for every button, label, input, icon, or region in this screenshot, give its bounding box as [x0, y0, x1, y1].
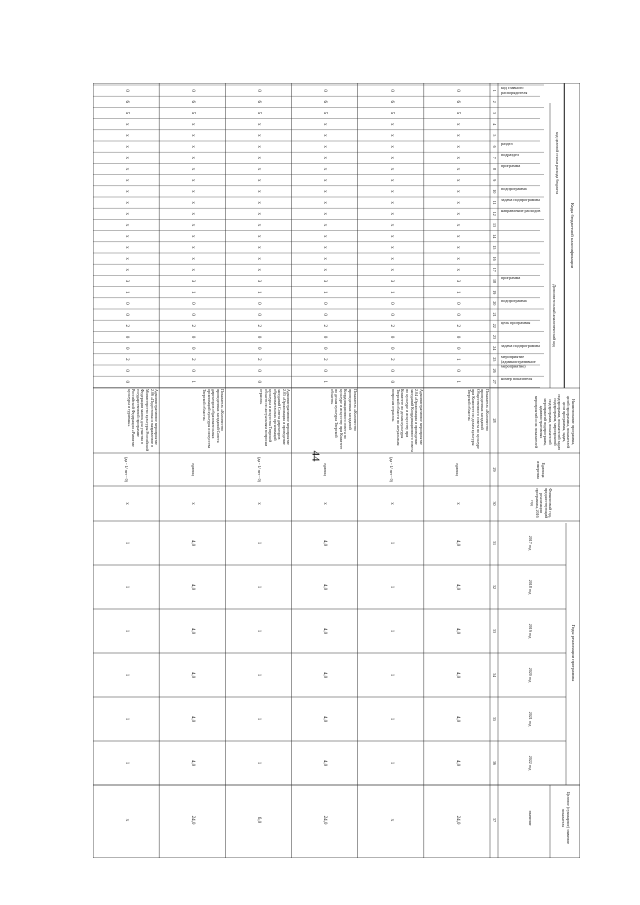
code-cell: 1 — [454, 358, 460, 361]
year-column-header: 2017 год — [528, 535, 534, 551]
year-value-cell: 1 — [123, 761, 129, 765]
unit-cell: единиц — [322, 463, 328, 476]
year-value-cell: 1 — [123, 629, 129, 633]
code-cell: х — [454, 212, 460, 216]
column-number: 8 — [492, 167, 498, 170]
unit-cell: (да - 1/ нет - 0) — [389, 457, 395, 482]
code-cell: 2 — [256, 324, 262, 328]
unit-cell: (да - 1/ нет - 0) — [256, 457, 262, 482]
code-cell: 6 — [123, 100, 129, 104]
code-cell: х — [388, 212, 394, 216]
code-column-header: номер показателя — [501, 376, 533, 382]
code-cell: х — [322, 212, 328, 216]
year-value-cell: 1 — [123, 541, 129, 545]
column-number: 32 — [492, 585, 498, 589]
code-cell: 0 — [256, 89, 262, 92]
year-value-cell: 1 — [388, 629, 394, 633]
years-header: Годы реализации программы — [570, 624, 576, 682]
code-cell: х — [123, 145, 129, 148]
code-cell: х — [123, 201, 129, 204]
year-value-cell: 4,0 — [190, 627, 196, 635]
code-cell: х — [388, 201, 394, 204]
code-cell: 0 — [322, 313, 328, 316]
code-cell: 2 — [454, 324, 460, 328]
column-number: 31 — [492, 541, 498, 545]
code-cell: 0 — [123, 302, 129, 305]
code-cell: х — [256, 145, 262, 148]
column-number: 11 — [492, 200, 498, 205]
code-cell: 2 — [256, 358, 262, 361]
year-column-header: 2021 год — [528, 711, 534, 727]
code-cell: 0 — [322, 369, 328, 372]
year-value-cell: 4,0 — [322, 671, 328, 679]
base-year-cell: х — [322, 502, 328, 505]
year-value-cell: 4,0 — [454, 539, 460, 547]
code-cell: 5 — [388, 111, 394, 115]
code-cell: х — [256, 190, 262, 193]
code-cell: х — [256, 212, 262, 216]
code-cell: х — [123, 167, 129, 171]
code-cell: х — [454, 246, 460, 249]
code-cell: х — [190, 212, 196, 216]
base-year-cell: х — [123, 502, 129, 505]
code-cell: х — [388, 167, 394, 171]
code-cell: 6 — [256, 100, 262, 104]
column-number: 1 — [492, 89, 498, 92]
code-cell: 0 — [123, 335, 129, 339]
base-year-cell: х — [256, 502, 262, 505]
column-number: 21 — [492, 312, 498, 317]
code-cell: х — [123, 257, 129, 260]
indicator-name: Показатель «Количество проведенных заседаний Координационного совета по культуре и искусству при Комитете по делам культуры Тверской области» — [329, 389, 358, 450]
code-cell: х — [190, 145, 196, 148]
code-cell: 2 — [388, 358, 394, 361]
column-number: 26 — [492, 368, 498, 373]
column-number: 29 — [492, 467, 498, 472]
code-cell: 0 — [388, 302, 394, 305]
code-column-header: код главного распорядителя — [501, 85, 528, 95]
code-cell: х — [256, 246, 262, 249]
codes-header: Коды бюджетной классификации — [564, 83, 580, 388]
code-cell: х — [256, 201, 262, 204]
year-column-header: 2020 год — [528, 667, 534, 683]
code-cell: х — [454, 145, 460, 148]
code-cell: 6 — [190, 100, 196, 104]
code-cell: х — [322, 167, 328, 171]
code-cell: х — [322, 268, 328, 272]
code-column-header: цель программы — [501, 320, 531, 326]
year-value-cell: 4,0 — [190, 715, 196, 723]
code-cell: 5 — [454, 111, 460, 115]
code-cell: х — [322, 246, 328, 249]
code-cell: 0 — [123, 380, 129, 384]
code-cell: 0 — [454, 369, 460, 372]
code-cell: 0 — [190, 302, 196, 305]
year-value-cell: 4,0 — [322, 715, 328, 723]
additional-code-header: Дополнительный аналитический код — [552, 284, 558, 347]
year-value-cell: 4,0 — [454, 627, 460, 635]
code-cell: 0 — [454, 346, 460, 350]
code-cell: 0 — [322, 335, 328, 339]
code-cell: 2 — [123, 324, 129, 328]
code-cell: 5 — [256, 111, 262, 115]
code-cell: 5 — [190, 111, 196, 115]
code-cell: х — [256, 156, 262, 160]
code-cell: х — [322, 201, 328, 204]
column-number: 36 — [492, 761, 498, 765]
final-value-subheader: значение — [528, 810, 534, 826]
year-value-cell: 4,0 — [454, 671, 460, 679]
base-year-cell: х — [454, 502, 460, 505]
column-number: 12 — [492, 211, 498, 216]
code-cell: х — [454, 134, 460, 137]
code-cell: 0 — [388, 313, 394, 316]
year-value-cell: 4,0 — [322, 759, 328, 767]
column-number: 18 — [492, 278, 498, 283]
code-cell: х — [388, 190, 394, 193]
final-value-cell: 6,0 — [256, 816, 262, 824]
code-column-header: задача подпрограммы — [501, 342, 540, 348]
code-cell: х — [190, 268, 196, 272]
code-cell: 0 — [190, 346, 196, 350]
code-cell: х — [190, 178, 196, 182]
year-value-cell: 1 — [256, 673, 262, 677]
code-cell: 3 — [454, 279, 460, 283]
year-value-cell: 1 — [123, 673, 129, 677]
code-cell: х — [123, 122, 129, 126]
code-cell: 0 — [190, 313, 196, 316]
code-cell: х — [190, 190, 196, 193]
code-cell: х — [322, 122, 328, 126]
year-value-cell: 1 — [256, 717, 262, 721]
code-cell: х — [388, 156, 394, 160]
code-cell: х — [388, 268, 394, 272]
code-cell: 0 — [454, 313, 460, 316]
code-cell: 0 — [454, 89, 460, 92]
code-cell: 0 — [388, 89, 394, 92]
final-value-cell: 24,0 — [454, 815, 460, 825]
year-value-cell: 4,0 — [454, 583, 460, 591]
code-cell: х — [454, 201, 460, 204]
final-value-cell: х — [123, 818, 129, 822]
code-cell: х — [123, 212, 129, 216]
code-cell: х — [123, 268, 129, 272]
column-number: 7 — [492, 156, 498, 159]
code-cell: 0 — [388, 335, 394, 339]
code-cell: 2 — [388, 324, 394, 328]
code-cell: х — [190, 246, 196, 249]
column-number: 19 — [492, 290, 498, 295]
column-number: 16 — [492, 256, 498, 261]
code-cell: 2 — [190, 358, 196, 361]
code-column-header: подпрограмма — [501, 185, 527, 191]
code-cell: х — [190, 156, 196, 160]
code-cell: х — [123, 234, 129, 238]
column-number: 10 — [492, 189, 498, 194]
column-number: 37 — [492, 818, 498, 822]
code-cell: х — [322, 156, 328, 160]
page-number: 44 — [309, 450, 322, 462]
year-value-cell: 1 — [123, 717, 129, 721]
indicator-name: Административное мероприятие 2.04 «Организация и проведение заседаний Координационного совета по культуре и искусству при Комитете по делам культуры Тверской области по актуальным вопросам отрасли» — [391, 389, 424, 452]
code-cell: х — [388, 257, 394, 260]
code-cell: х — [256, 122, 262, 126]
code-cell: х — [190, 234, 196, 238]
column-number: 2 — [492, 100, 498, 103]
column-number: 15 — [492, 245, 498, 250]
code-cell: 0 — [388, 346, 394, 350]
code-cell: 0 — [322, 302, 328, 305]
code-cell: 0 — [388, 369, 394, 372]
code-cell: 3 — [256, 279, 262, 283]
code-cell: х — [256, 234, 262, 238]
code-cell: 3 — [123, 279, 129, 283]
code-cell: х — [454, 234, 460, 238]
year-value-cell: 4,0 — [190, 759, 196, 767]
code-cell: 1 — [190, 380, 196, 384]
code-cell: х — [454, 178, 460, 182]
year-column-header: 2022 год — [528, 755, 534, 771]
column-number: 22 — [492, 323, 498, 328]
code-cell: х — [322, 190, 328, 193]
unit-column-header: Единица измерения — [536, 461, 546, 479]
column-number: 27 — [492, 379, 498, 384]
indicator-name: Показатель «Количество проведенных заседаний Общественного совета по культуре при Комитете по делам культуры Тверской области» — [466, 389, 490, 449]
column-number: 25 — [492, 357, 498, 362]
code-cell: х — [256, 268, 262, 272]
unit-cell: единиц — [455, 463, 461, 476]
code-cell: 0 — [322, 346, 328, 350]
code-cell: 1 — [322, 380, 328, 384]
code-cell: х — [322, 134, 328, 137]
code-cell: 0 — [388, 380, 394, 384]
code-cell: х — [190, 122, 196, 126]
indicator-name: Административное мероприятие 2.05 «Организация и проведение заседаний Совета директоров образовательных организаций культуры и искусства Тверской области по актуальным вопросам отрасли» — [258, 389, 292, 447]
code-cell: х — [322, 257, 328, 260]
code-cell: х — [454, 167, 460, 171]
code-cell: 0 — [256, 380, 262, 384]
code-column-header: задача подпрограммы — [501, 197, 540, 202]
code-cell: 0 — [454, 302, 460, 305]
code-cell: х — [454, 223, 460, 227]
code-cell: 6 — [454, 100, 460, 104]
year-value-cell: 4,0 — [454, 715, 460, 723]
code-column-header: мероприятие (административное мероприятие) — [501, 353, 536, 369]
base-year-cell: х — [388, 502, 394, 505]
code-cell: 0 — [454, 335, 460, 339]
code-cell: х — [454, 257, 460, 260]
code-column-header: подраздел — [501, 152, 519, 158]
code-cell: 6 — [322, 100, 328, 104]
column-number: 33 — [492, 629, 498, 633]
code-cell: х — [388, 223, 394, 227]
column-number: 24 — [492, 346, 498, 351]
code-cell: х — [123, 178, 129, 182]
code-cell: х — [454, 156, 460, 160]
indicator-name: Административное мероприятие 2.06 «Подготовка и направление в Министерство культуры Российской Федерации заявок для участия в государственной программе Российской Федерации «Развитие культуры и туризма»» — [126, 389, 160, 452]
code-cell: х — [322, 234, 328, 238]
code-cell: 2 — [322, 358, 328, 361]
code-cell: х — [388, 122, 394, 126]
code-cell: 0 — [123, 369, 129, 372]
code-cell: 0 — [256, 313, 262, 316]
year-value-cell: 1 — [388, 761, 394, 765]
unit-cell: (да - 1/ нет - 0) — [124, 457, 130, 482]
code-column-header: раздел — [501, 141, 513, 146]
column-number: 34 — [492, 673, 498, 677]
code-cell: 0 — [123, 346, 129, 350]
table-content — [93, 83, 580, 858]
code-cell: х — [190, 257, 196, 260]
code-cell: 5 — [322, 111, 328, 115]
year-column-header: 2018 год — [528, 579, 534, 595]
code-cell: х — [123, 223, 129, 227]
column-number: 3 — [492, 111, 498, 114]
code-cell: х — [322, 178, 328, 182]
code-cell: 0 — [190, 335, 196, 339]
name-column-header: Наименование программы, целей программы, показателей цели программы, задач, подпрограмм, показателей задач подпрограмм, мероприятий подпрограмм, показателей мероприятий подпрограмм, административных мероприятий и их показателей — [534, 394, 576, 450]
code-cell: х — [123, 246, 129, 249]
column-number: 6 — [492, 145, 498, 148]
code-cell: 3 — [388, 279, 394, 283]
code-cell: 0 — [256, 369, 262, 372]
code-cell: 0 — [256, 346, 262, 350]
column-number: 5 — [492, 134, 498, 137]
year-value-cell: 4,0 — [190, 583, 196, 591]
code-cell: х — [190, 134, 196, 137]
code-cell: 0 — [123, 89, 129, 92]
code-cell: х — [388, 145, 394, 148]
unit-cell: единиц — [190, 463, 196, 476]
target-article-header: код целевой статьи расхода бюджета — [555, 131, 561, 195]
column-number: 23 — [492, 334, 498, 339]
final-value-cell: 24,0 — [190, 815, 196, 825]
code-cell: х — [123, 190, 129, 193]
year-value-cell: 4,0 — [454, 759, 460, 767]
code-column-header: программа — [501, 275, 521, 281]
year-value-cell: 1 — [256, 541, 262, 545]
code-cell: 1 — [190, 290, 196, 294]
year-value-cell: 4,0 — [322, 583, 328, 591]
code-cell: х — [322, 223, 328, 227]
indicator-name: Показатель «Количество проведенных заседаний Совета директоров образовательных организаций культуры и искусства Тверской области» — [201, 389, 226, 449]
code-cell: х — [123, 156, 129, 160]
code-cell: х — [256, 134, 262, 137]
code-cell: х — [388, 234, 394, 238]
code-cell: х — [256, 167, 262, 171]
code-cell: х — [123, 134, 129, 137]
code-column-header: программа — [501, 163, 521, 169]
code-cell: х — [454, 268, 460, 272]
year-value-cell: 1 — [256, 629, 262, 633]
code-cell: х — [388, 134, 394, 137]
code-cell: х — [190, 223, 196, 227]
final-value-header: Целевое (суммарное) значение показателя — [561, 791, 571, 845]
code-cell: 6 — [388, 100, 394, 104]
code-cell: 1 — [123, 290, 129, 294]
code-cell: 0 — [322, 89, 328, 92]
code-cell: х — [256, 223, 262, 227]
column-number: 9 — [492, 179, 498, 182]
base-year-column-header: Финансовый год, предшествующий реализации программы, 2016 год — [530, 488, 554, 518]
code-cell: 3 — [322, 279, 328, 283]
code-cell: 1 — [388, 290, 394, 294]
code-cell: х — [388, 178, 394, 182]
column-number: 4 — [492, 123, 498, 126]
code-cell: 5 — [123, 111, 129, 115]
column-number: 14 — [492, 234, 498, 239]
year-value-cell: 1 — [388, 673, 394, 677]
code-cell: х — [454, 190, 460, 193]
code-cell: х — [322, 145, 328, 148]
code-cell: 1 — [256, 290, 262, 294]
code-cell: 0 — [256, 302, 262, 305]
code-cell: 0 — [123, 313, 129, 316]
code-cell: х — [388, 246, 394, 249]
year-value-cell: 1 — [388, 717, 394, 721]
rotated-table-sheet — [93, 83, 580, 858]
code-column-header: подпрограмма — [501, 297, 527, 303]
year-value-cell: 4,0 — [190, 671, 196, 679]
code-cell: х — [190, 201, 196, 204]
year-value-cell: 4,0 — [190, 539, 196, 547]
column-number: 30 — [492, 501, 498, 506]
code-cell: х — [454, 122, 460, 126]
year-value-cell: 1 — [256, 761, 262, 765]
column-number: 20 — [492, 301, 498, 306]
code-cell: 2 — [123, 358, 129, 361]
year-value-cell: 4,0 — [322, 627, 328, 635]
code-cell: 0 — [190, 369, 196, 372]
code-cell: 3 — [190, 279, 196, 283]
column-number: 28 — [492, 418, 498, 423]
year-value-cell: 1 — [123, 585, 129, 589]
code-cell: х — [190, 167, 196, 171]
code-cell: 2 — [190, 324, 196, 328]
final-value-cell: 24,0 — [322, 815, 328, 825]
code-cell: 1 — [454, 380, 460, 384]
year-value-cell: 4,0 — [322, 539, 328, 547]
code-cell: 2 — [322, 324, 328, 328]
code-cell: х — [256, 178, 262, 182]
year-column-header: 2019 год — [528, 623, 534, 639]
code-cell: 1 — [322, 290, 328, 294]
code-cell: х — [256, 257, 262, 260]
column-number: 13 — [492, 222, 498, 227]
final-value-cell: х — [388, 818, 394, 822]
year-value-cell: 1 — [388, 585, 394, 589]
code-cell: 0 — [256, 335, 262, 339]
code-column-header: направление расходов — [501, 208, 541, 214]
code-cell: 1 — [454, 290, 460, 294]
year-value-cell: 1 — [388, 541, 394, 545]
column-number: 35 — [492, 717, 498, 721]
code-cell: 0 — [190, 89, 196, 92]
year-value-cell: 1 — [256, 585, 262, 589]
column-number: 17 — [492, 267, 498, 272]
base-year-cell: х — [190, 502, 196, 505]
